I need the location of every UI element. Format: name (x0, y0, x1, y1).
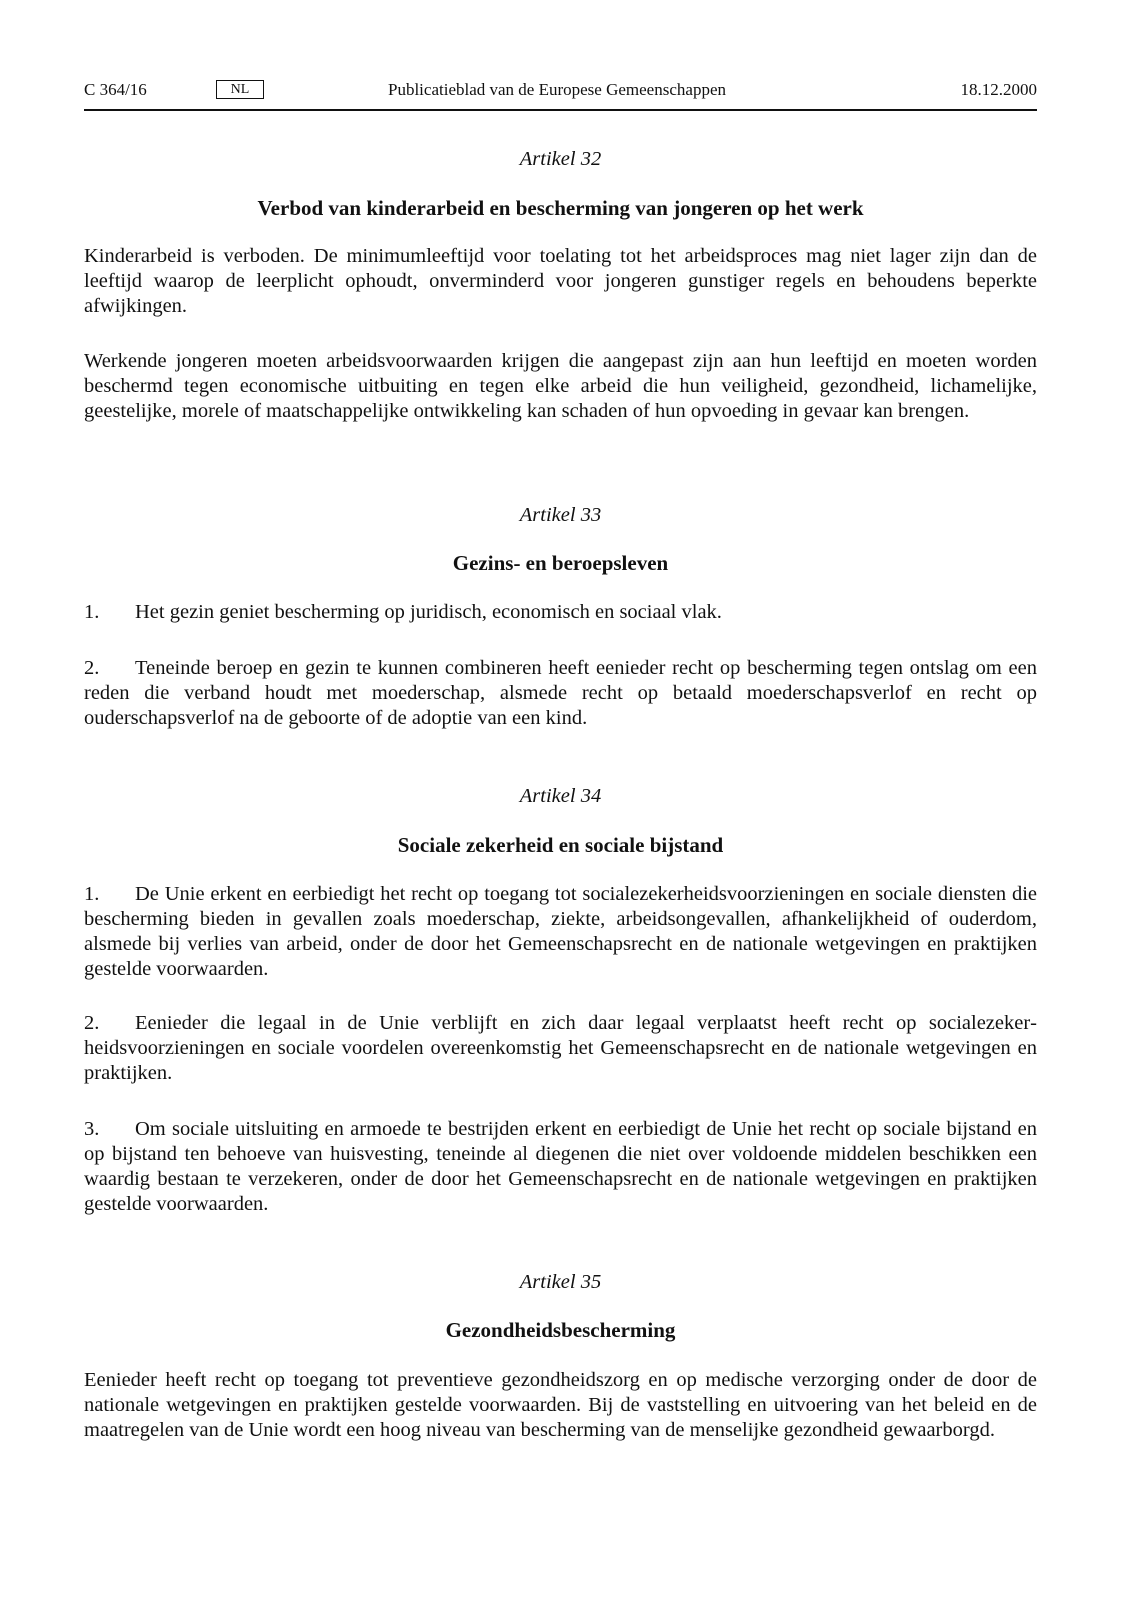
paragraph-text: Eenieder die legaal in de Unie verblijft en zich daar legaal verplaatst heeft recht op socialezekerheidsvoorzieningen en sociale voordelen overeenkomstig het Gemeenschapsrecht en de nationale wetgevingen en praktijken. (84, 1012, 1037, 1084)
numbered-paragraph (84, 1117, 1037, 1217)
article-title: Gezins- en beroepsleven (452, 551, 669, 575)
paragraph-text: Teneinde beroep en gezin te kunnen combineren heeft eenieder recht op bescherming tegen ontslag om een reden die verband houdt met moederschap, alsmede recht op betaald moederschapsverlof en recht op ouderschapsverlof na de geboorte of de adoptie van een kind. (84, 657, 1037, 729)
numbered-paragraph (84, 600, 1037, 625)
article-label: Artikel 34 (519, 785, 602, 807)
article-label: Artikel 33 (519, 504, 602, 526)
article-title: Verbod van kinderarbeid en bescherming van jongeren op het werk (257, 196, 864, 220)
paragraph-number: 2. (84, 1012, 100, 1034)
journal-reference: C 364/16 (84, 80, 147, 99)
numbered-paragraph (84, 1011, 1037, 1086)
numbered-paragraph (84, 882, 1037, 982)
paragraph: Eenieder heeft recht op toegang tot preventieve gezondheidszorg en op medische verzorging onder de door de nationale wetgevingen en praktijken gestelde voorwaarden. Bij de vaststelling en uitvoering van het beleid en de maatregelen van de Unie wordt een hoog niveau van bescherming van de menselijke gezondheid gewaarborgd. (84, 1369, 1037, 1441)
paragraph-text: De Unie erkent en eerbiedigt het recht op toegang tot socialezekerheidsvoorzieningen en sociale diensten die bescherming bieden in gevallen zoals moederschap, ziekte, arbeidsongevallen, afhankelijkheid of ouderdom, alsmede bij verlies van arbeid, onder de door het Gemeenschapsrecht en de nationale wetgevingen en praktijken gestelde voorwaarden. (84, 883, 1037, 980)
paragraph-number: 1. (84, 883, 100, 905)
article-label: Artikel 35 (519, 1271, 602, 1293)
numbered-paragraph (84, 656, 1037, 731)
journal-title: Publicatieblad van de Europese Gemeenschappen (388, 80, 726, 99)
article-label: Artikel 32 (519, 148, 602, 170)
article-title: Gezondheidsbescherming (445, 1318, 676, 1342)
paragraph-number: 1. (84, 601, 100, 623)
paragraph-number: 2. (84, 657, 100, 679)
paragraph-text: Om sociale uitsluiting en armoede te bestrijden erkent en eerbiedigt de Unie het recht op sociale bijstand en op bijstand ten behoeve van huisvesting, teneinde al diegenen die niet over voldoende middelen beschikken een waardig bestaan te verzekeren, onder de door het Gemeenschapsrecht en de nationale wetgevingen en praktijken gestelde voorwaarden. (84, 1118, 1037, 1215)
paragraph: Werkende jongeren moeten arbeidsvoorwaarden krijgen die aangepast zijn aan hun leeftijd en moeten worden beschermd tegen economische uitbuiting en tegen elke arbeid die hun veiligheid, gezondheid, lichamelijke, geestelijke, morele of maatschappelijke ontwikkeling kan schaden of hun opvoeding in gevaar kan brengen. (84, 350, 1037, 422)
publication-date: 18.12.2000 (960, 80, 1037, 99)
header-rule (84, 109, 1037, 111)
paragraph-number: 3. (84, 1118, 100, 1140)
article-title: Sociale zekerheid en sociale bijstand (397, 833, 724, 857)
language-badge: NL (216, 80, 264, 99)
paragraph-text: Het gezin geniet bescherming op juridisch, economisch en sociaal vlak. (135, 601, 722, 623)
paragraph: Kinderarbeid is verboden. De minimumleeftijd voor toelating tot het arbeidsproces mag niet lager zijn dan de leeftijd waarop de leerplicht ophoudt, onverminderd voor jongeren gunstiger regels en behoudens beperkte afwijkingen. (84, 245, 1037, 317)
